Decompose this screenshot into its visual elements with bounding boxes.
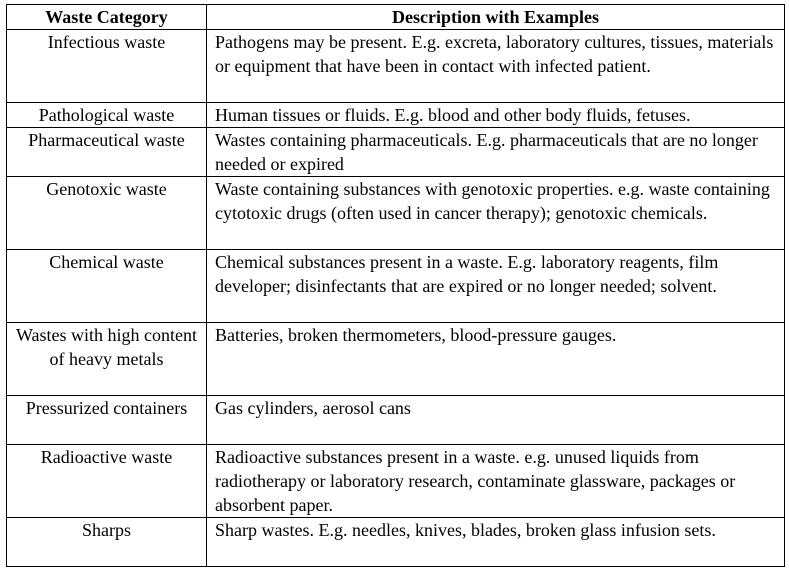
category-cell: Pharmaceutical waste [7, 128, 207, 177]
description-cell: Radioactive substances present in a waste. e.g. unused liquids from radiotherapy or laboratory research, contaminate glassware, packages or absorbent paper. [207, 445, 785, 518]
category-cell: Genotoxic waste [7, 177, 207, 250]
description-cell: Chemical substances present in a waste. E.g. laboratory reagents, film developer; disinfectants that are expired or no longer needed; solvent. [207, 250, 785, 323]
description-cell: Pathogens may be present. E.g. excreta, laboratory cultures, tissues, materials or equipment that have been in contact with infected patient. [207, 30, 785, 103]
category-cell: Wastes with high content of heavy metals [7, 323, 207, 396]
table-row [7, 396, 785, 445]
category-cell: Infectious waste [7, 30, 207, 103]
description-cell: Wastes containing pharmaceuticals. E.g. pharmaceuticals that are no longer needed or expired [207, 128, 785, 177]
description-cell: Sharp wastes. E.g. needles, knives, blades, broken glass infusion sets. [207, 518, 785, 567]
description-cell: Waste containing substances with genotoxic properties. e.g. waste containing cytotoxic drugs (often used in cancer therapy); genotoxic chemicals. [207, 177, 785, 250]
header-description: Description with Examples [207, 5, 785, 30]
description-cell: Batteries, broken thermometers, blood-pressure gauges. [207, 323, 785, 396]
category-cell: Sharps [7, 518, 207, 567]
table-row [7, 177, 785, 250]
table-row [7, 445, 785, 518]
category-cell: Chemical waste [7, 250, 207, 323]
table-row [7, 128, 785, 177]
table-row [7, 103, 785, 128]
description-cell: Gas cylinders, aerosol cans [207, 396, 785, 445]
table-row [7, 250, 785, 323]
header-waste-category: Waste Category [7, 5, 207, 30]
table-row [7, 323, 785, 396]
table-header-row [7, 5, 785, 30]
category-cell: Pathological waste [7, 103, 207, 128]
category-cell: Radioactive waste [7, 445, 207, 518]
waste-category-table [6, 4, 785, 567]
table-row [7, 30, 785, 103]
table-row [7, 518, 785, 567]
description-cell: Human tissues or fluids. E.g. blood and other body fluids, fetuses. [207, 103, 785, 128]
category-cell: Pressurized containers [7, 396, 207, 445]
